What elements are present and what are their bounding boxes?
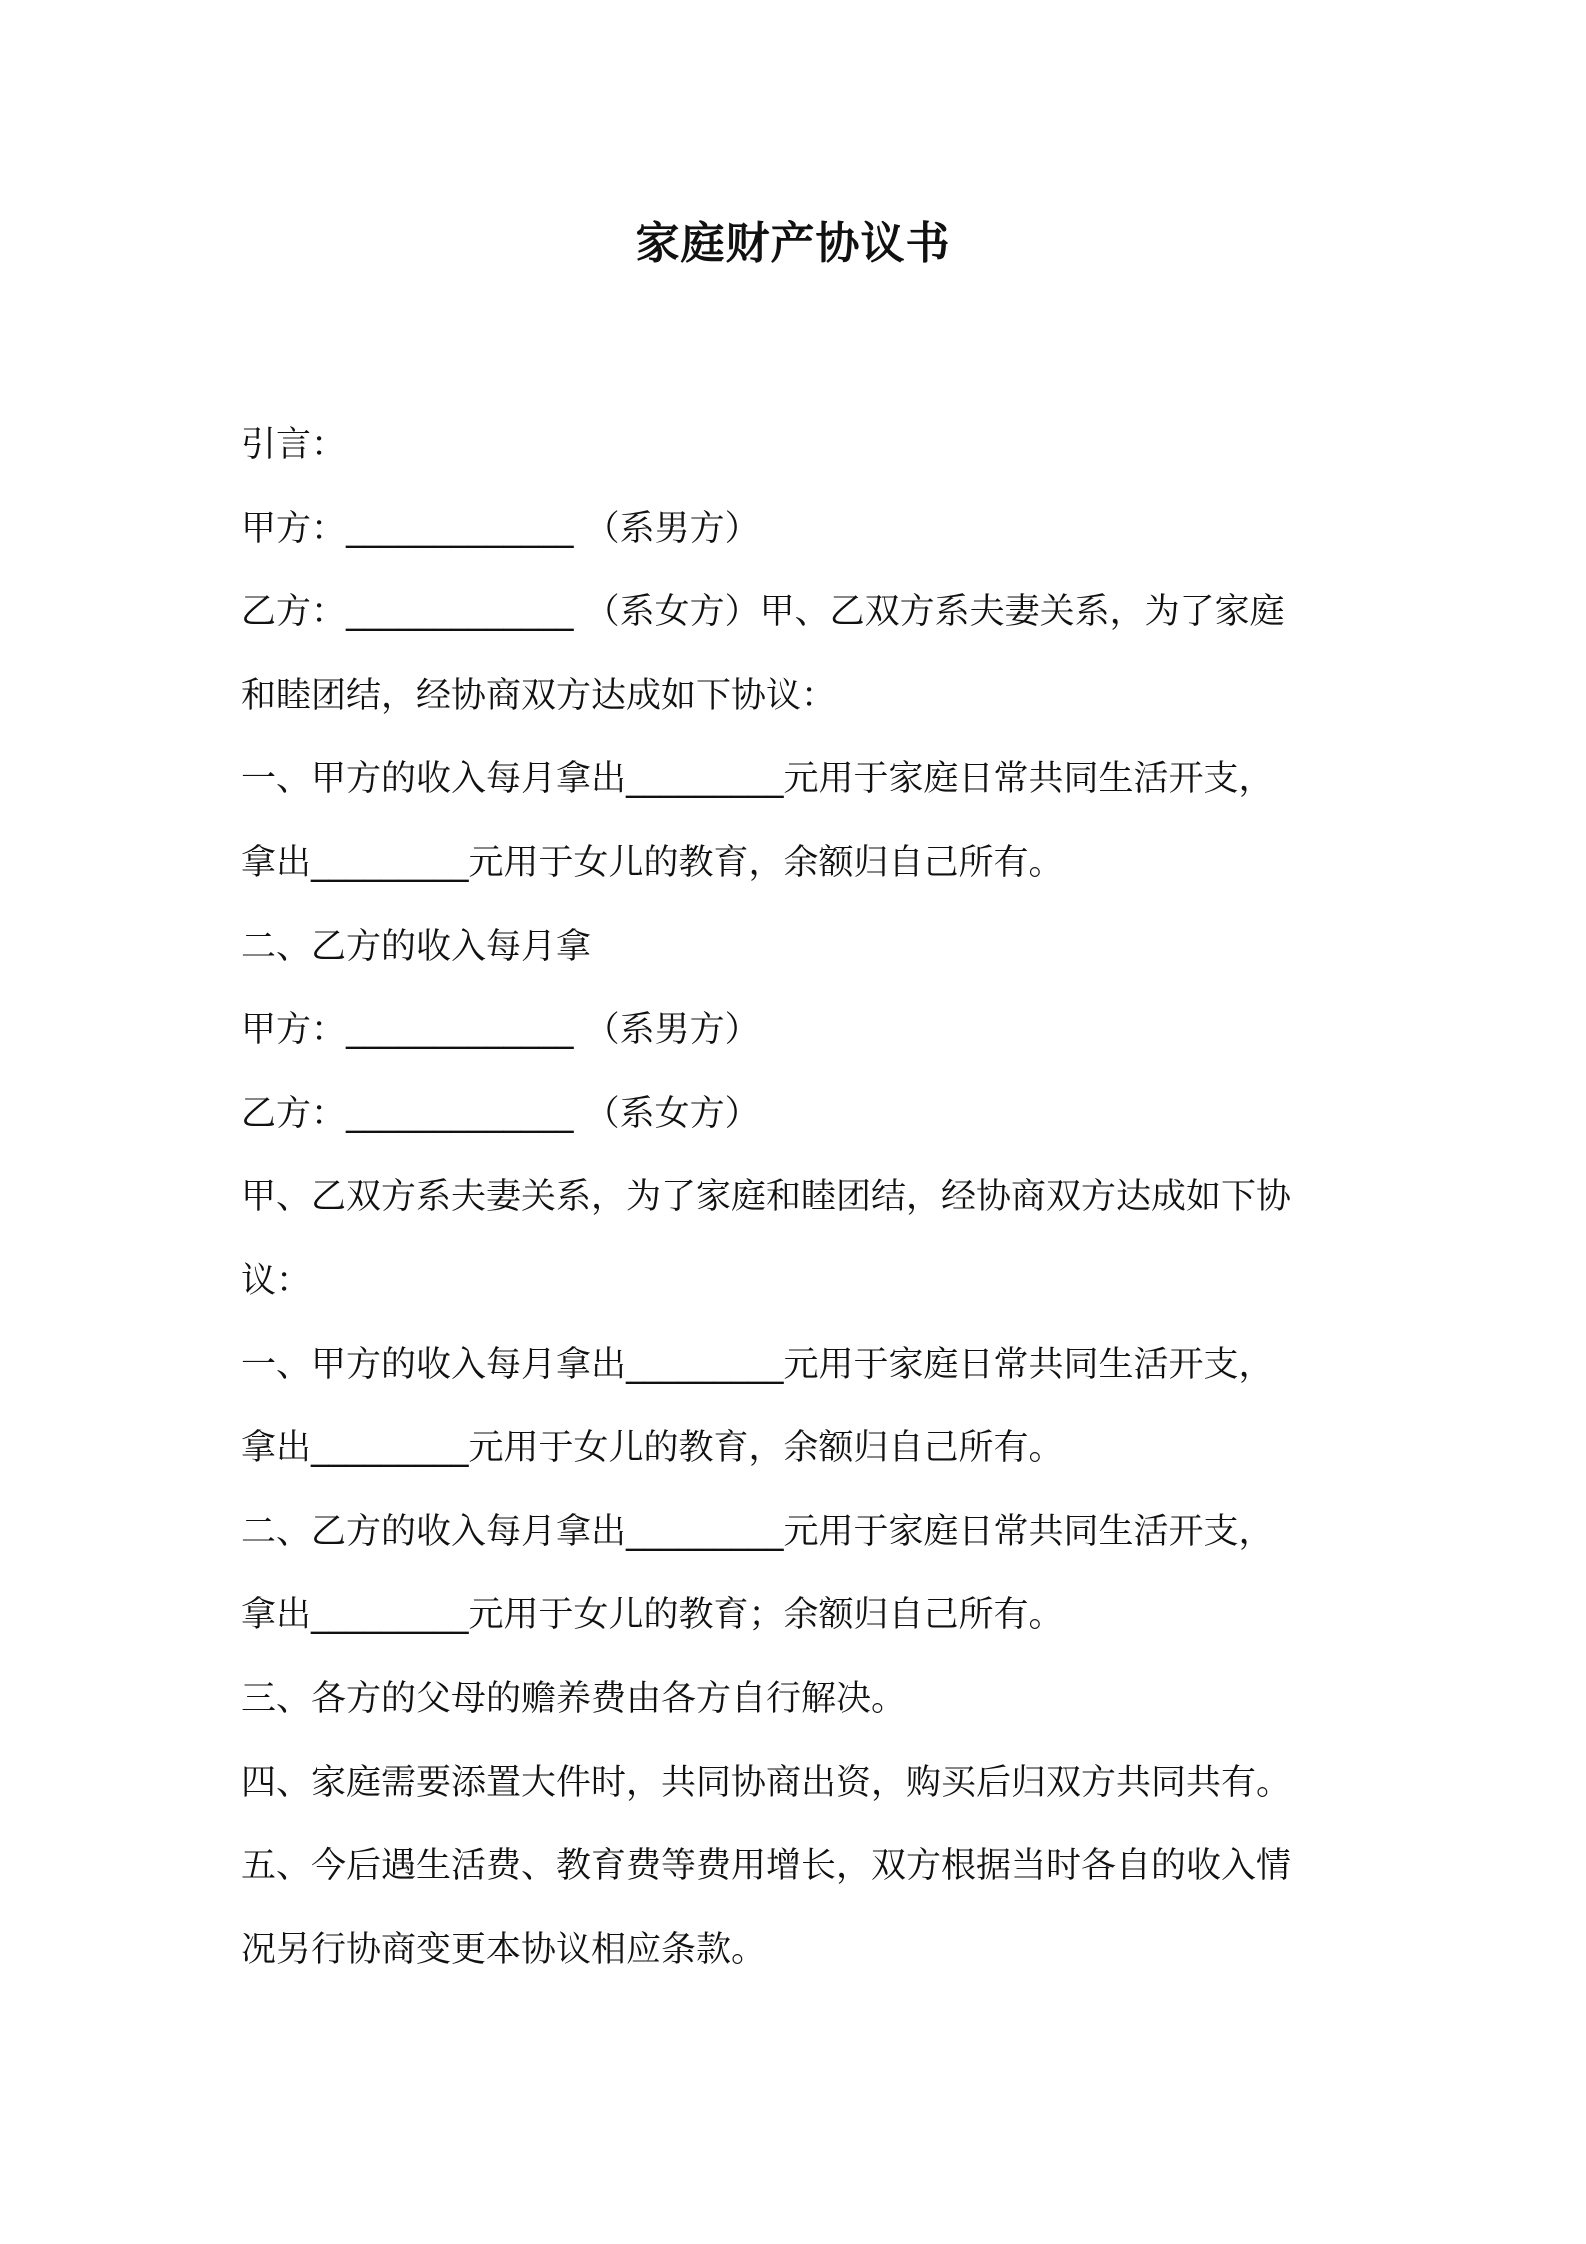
text-line: 一、甲方的收入每月拿出_________元用于家庭日常共同生活开支， — [241, 759, 1274, 800]
text-line: 甲方：_____________ （系男方） — [241, 508, 760, 549]
text-line: 一、甲方的收入每月拿出_________元用于家庭日常共同生活开支， — [241, 1344, 1274, 1385]
text-line: 和睦团结，经协商双方达成如下协议： — [241, 675, 837, 716]
text-line: 乙方：_____________ （系女方） — [241, 1093, 760, 1134]
document-body — [241, 404, 1361, 1992]
text-line: 拿出_________元用于女儿的教育，余额归自己所有。 — [241, 1428, 1064, 1469]
text-line: 三、各方的父母的赡养费由各方自行解决。 — [241, 1678, 907, 1719]
text-line: 拿出_________元用于女儿的教育；余额归自己所有。 — [241, 1595, 1064, 1636]
text-line: 况另行协商变更本协议相应条款。 — [241, 1929, 767, 1970]
text-line: 拿出_________元用于女儿的教育，余额归自己所有。 — [241, 842, 1064, 883]
text-line: 二、乙方的收入每月拿出_________元用于家庭日常共同生活开支， — [241, 1511, 1274, 1552]
text-line: 议： — [241, 1260, 312, 1301]
text-line: 乙方：_____________ （系女方）甲、乙双方系夫妻关系，为了家庭 — [241, 592, 1285, 633]
text-line: 引言： — [241, 425, 347, 465]
document-title: 家庭财产协议书 — [635, 218, 951, 269]
text-line: 五、今后遇生活费、教育费等费用增长，双方根据当时各自的收入情 — [241, 1846, 1292, 1887]
text-line: 二、乙方的收入每月拿 — [241, 926, 592, 967]
text-line: 甲方：_____________ （系男方） — [241, 1010, 760, 1051]
text-line: 四、家庭需要添置大件时，共同协商出资，购买后归双方共同共有。 — [241, 1762, 1292, 1803]
text-line: 甲、乙双方系夫妻关系，为了家庭和睦团结，经协商双方达成如下协 — [241, 1177, 1292, 1218]
